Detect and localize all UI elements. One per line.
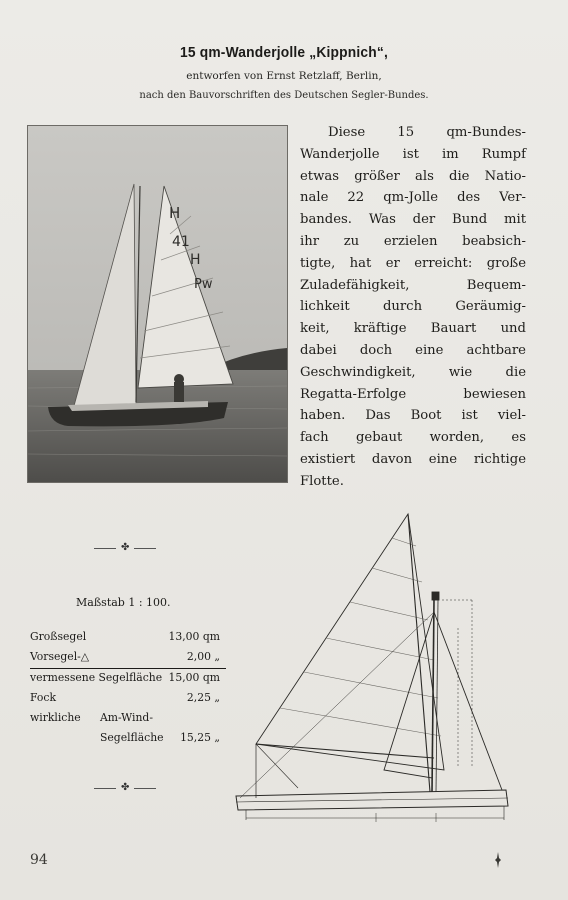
page-title: 15 qm-Wanderjolle „Kippnich“, xyxy=(179,44,389,61)
ornament-icon: ✤ xyxy=(121,542,130,553)
table-row xyxy=(30,648,226,668)
row-label: Vorsegel-△ xyxy=(30,650,90,663)
row-label: Großsegel xyxy=(30,630,87,643)
sail-mark-1: H xyxy=(169,204,181,222)
text-line: keit, kräftige Bauart und xyxy=(300,321,526,337)
row-value: 13,00 qm xyxy=(168,630,220,643)
text-line: tigte, hat er erreicht: große xyxy=(300,255,526,271)
row-label: Fock xyxy=(30,691,56,704)
row-label-2: Am-Wind- xyxy=(100,711,153,724)
row-value: 2,25 „ xyxy=(186,691,220,704)
text-line: bandes. Was der Bund mit xyxy=(300,212,526,228)
sail-mark-4: Pw xyxy=(194,277,213,292)
row-label-2: Segelfläche xyxy=(100,731,164,744)
scale-label: Maßstab 1 : 100. xyxy=(76,596,171,609)
text-line: Regatta-Erfolge bewiesen xyxy=(300,386,526,402)
text-line: Wanderjolle ist im Rumpf xyxy=(300,146,526,162)
table-row xyxy=(30,668,226,689)
text-line: dabei doch eine achtbare xyxy=(300,342,526,358)
text-line: haben. Das Boot ist viel- xyxy=(300,408,526,424)
text-line: Diese 15 qm-Bundes- xyxy=(328,125,526,140)
text-line: Geschwindigkeit, wie die xyxy=(300,364,526,380)
sail-mark-2: 41 xyxy=(172,234,190,250)
row-value: 15,00 qm xyxy=(168,671,220,684)
sail-area-table xyxy=(30,628,226,749)
ornament-divider xyxy=(94,542,156,554)
table-row xyxy=(30,709,226,729)
row-value: 15,25 „ xyxy=(180,731,220,744)
text-line: fach gebaut worden, es xyxy=(300,430,526,446)
bookplate-mark-icon xyxy=(494,852,502,868)
sailing-photo xyxy=(27,125,288,483)
table-row xyxy=(30,729,226,749)
row-label: wirkliche xyxy=(30,711,81,724)
text-line: Flotte. xyxy=(300,473,344,489)
description-text xyxy=(300,122,526,493)
text-line: existiert davon eine richtige xyxy=(300,451,526,467)
sailing-photo-illustration xyxy=(28,126,287,482)
text-line: nale 22 qm-Jolle des Ver- xyxy=(300,190,526,206)
row-value: 2,00 „ xyxy=(186,650,220,663)
gaff-line xyxy=(408,514,430,792)
table-row xyxy=(30,689,226,709)
ornament-icon: ✤ xyxy=(121,782,130,793)
table-row xyxy=(30,628,226,648)
row-label: vermessene Segelfläche xyxy=(30,671,163,684)
text-line: lichkeit durch Geräumig- xyxy=(300,299,526,315)
sail-mark-3: H xyxy=(190,252,201,268)
ornament-divider xyxy=(94,782,156,794)
page-number: 94 xyxy=(30,852,48,868)
text-line: etwas größer als die Natio- xyxy=(300,168,526,184)
text-line: ihr zu erzielen beabsich- xyxy=(300,233,526,249)
rules-line: nach den Bauvorschriften des Deutschen Segler-Bundes. xyxy=(139,90,429,101)
text-line: Zuladefähigkeit, Bequem- xyxy=(300,277,526,293)
designer-line: entworfen von Ernst Retzlaff, Berlin, xyxy=(186,70,382,82)
sail-plan-drawing xyxy=(226,508,522,834)
